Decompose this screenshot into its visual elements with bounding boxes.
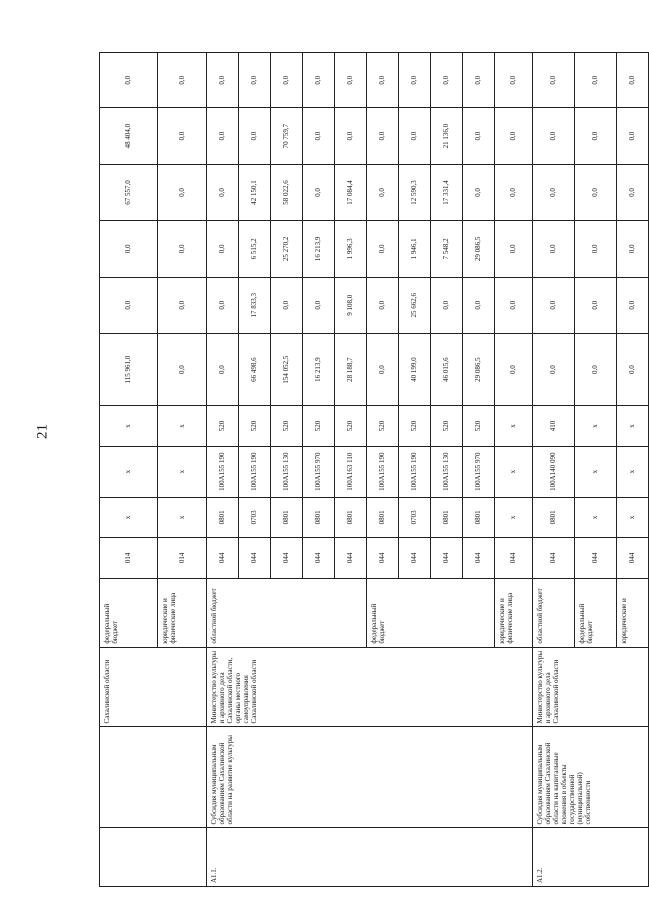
grbs-cell: 014: [100, 538, 158, 578]
value-cell: 58 022,6: [271, 164, 303, 220]
page-number: 21: [34, 424, 51, 439]
value-cell: 0,0: [495, 108, 533, 164]
value-cell: 0,0: [533, 164, 575, 220]
source-cell: юридические и физические лица: [158, 578, 207, 647]
grbs-cell: 044: [575, 538, 617, 578]
grbs-cell: 044: [303, 538, 335, 578]
value-cell: 25 270,2: [271, 221, 303, 277]
csr-cell: x: [100, 446, 158, 497]
vr-cell: x: [617, 406, 649, 446]
table-row: [533, 53, 575, 887]
vr-cell: 520: [335, 406, 367, 446]
value-cell: 25 662,6: [399, 277, 431, 333]
value-cell: 0,0: [239, 53, 271, 108]
grbs-cell: 044: [271, 538, 303, 578]
value-cell: 0,0: [207, 53, 239, 108]
rz-cell: 0801: [303, 497, 335, 537]
value-cell: 16 213,9: [303, 221, 335, 277]
vr-cell: 520: [367, 406, 399, 446]
source-cell: областной бюджет: [533, 578, 575, 647]
rz-cell: 0703: [399, 497, 431, 537]
value-cell: 66 498,6: [239, 333, 271, 405]
value-cell: 0,0: [575, 164, 617, 220]
value-cell: 0,0: [495, 333, 533, 405]
value-cell: 70 759,7: [271, 108, 303, 164]
rz-cell: x: [100, 497, 158, 537]
name-cell: Субсидия муниципальным образованиям Сахалинской области на капитальные вложения в объекты государственной (муниципальной) собственности: [533, 727, 649, 828]
grbs-cell: 044: [399, 538, 431, 578]
grbs-cell: 044: [239, 538, 271, 578]
rz-cell: x: [575, 497, 617, 537]
value-cell: 21 136,0: [431, 108, 463, 164]
value-cell: 0,0: [271, 53, 303, 108]
rz-cell: x: [158, 497, 207, 537]
vr-cell: x: [575, 406, 617, 446]
value-cell: 0,0: [303, 108, 335, 164]
value-cell: 0,0: [463, 277, 495, 333]
csr-cell: 100А163 110: [335, 446, 367, 497]
value-cell: 0,0: [575, 108, 617, 164]
value-cell: 0,0: [399, 53, 431, 108]
value-cell: 0,0: [431, 277, 463, 333]
csr-cell: 100А155 130: [431, 446, 463, 497]
executor-cell: Министерство культуры и архивного дела Сахалинской области, органы местного самоуправления Сахалинской области: [207, 647, 533, 727]
value-cell: 0,0: [533, 277, 575, 333]
value-cell: 0,0: [271, 277, 303, 333]
grbs-cell: 044: [335, 538, 367, 578]
rz-cell: 0801: [367, 497, 399, 537]
vr-cell: 520: [463, 406, 495, 446]
csr-cell: 100А155 970: [303, 446, 335, 497]
value-cell: 0,0: [533, 221, 575, 277]
value-cell: 0,0: [207, 333, 239, 405]
csr-cell: x: [617, 446, 649, 497]
value-cell: 48 404,0: [100, 108, 158, 164]
rz-cell: 0801: [207, 497, 239, 537]
executor-cell: Сахалинской области: [100, 647, 207, 727]
grbs-cell: 044: [367, 538, 399, 578]
table-row: [207, 53, 239, 887]
value-cell: 0,0: [303, 53, 335, 108]
value-cell: 0,0: [303, 164, 335, 220]
grbs-cell: 044: [533, 538, 575, 578]
value-cell: 0,0: [463, 53, 495, 108]
value-cell: 0,0: [495, 164, 533, 220]
value-cell: 0,0: [367, 221, 399, 277]
value-cell: 0,0: [158, 333, 207, 405]
source-cell: федеральный бюджет: [100, 578, 158, 647]
csr-cell: 100А140 090: [533, 446, 575, 497]
value-cell: 12 590,3: [399, 164, 431, 220]
value-cell: 0,0: [158, 164, 207, 220]
rz-cell: x: [617, 497, 649, 537]
value-cell: 0,0: [100, 277, 158, 333]
value-cell: 0,0: [463, 164, 495, 220]
csr-cell: 100А155 190: [207, 446, 239, 497]
value-cell: 29 086,5: [463, 333, 495, 405]
executor-cell: Министерство культуры и архивного дела Сахалинской области: [533, 647, 649, 727]
source-cell: федеральный бюджет: [367, 578, 495, 647]
vr-cell: x: [100, 406, 158, 446]
rz-cell: 0703: [239, 497, 271, 537]
code-cell: А1.2.: [533, 828, 649, 887]
rz-cell: 0801: [271, 497, 303, 537]
value-cell: 0,0: [158, 221, 207, 277]
value-cell: 0,0: [495, 221, 533, 277]
value-cell: 0,0: [617, 53, 649, 108]
value-cell: 9 108,0: [335, 277, 367, 333]
value-cell: 0,0: [533, 53, 575, 108]
value-cell: 154 052,5: [271, 333, 303, 405]
grbs-cell: 044: [495, 538, 533, 578]
grbs-cell: 044: [207, 538, 239, 578]
source-cell: юридические и физические лица: [495, 578, 533, 647]
value-cell: 0,0: [575, 53, 617, 108]
table-row: [100, 53, 158, 887]
csr-cell: x: [495, 446, 533, 497]
value-cell: 17 833,3: [239, 277, 271, 333]
vr-cell: x: [495, 406, 533, 446]
rz-cell: 0801: [533, 497, 575, 537]
value-cell: 0,0: [100, 53, 158, 108]
value-cell: 0,0: [431, 53, 463, 108]
value-cell: 46 015,6: [431, 333, 463, 405]
value-cell: 0,0: [575, 277, 617, 333]
value-cell: 7 548,2: [431, 221, 463, 277]
value-cell: 0,0: [533, 108, 575, 164]
vr-cell: 520: [271, 406, 303, 446]
csr-cell: 100А155 190: [367, 446, 399, 497]
code-cell: А1.1.: [207, 828, 533, 887]
source-cell: юридические и: [617, 578, 649, 647]
value-cell: 17 084,4: [335, 164, 367, 220]
csr-cell: x: [575, 446, 617, 497]
vr-cell: 410: [533, 406, 575, 446]
value-cell: 17 331,4: [431, 164, 463, 220]
value-cell: 0,0: [367, 277, 399, 333]
value-cell: 0,0: [617, 221, 649, 277]
rz-cell: 0801: [431, 497, 463, 537]
code-cell: [100, 828, 207, 887]
value-cell: 0,0: [575, 221, 617, 277]
value-cell: 0,0: [399, 108, 431, 164]
value-cell: 40 199,0: [399, 333, 431, 405]
value-cell: 1 996,3: [335, 221, 367, 277]
rz-cell: 0801: [335, 497, 367, 537]
csr-cell: x: [158, 446, 207, 497]
csr-cell: 100А155 130: [271, 446, 303, 497]
value-cell: 0,0: [335, 108, 367, 164]
value-cell: 0,0: [367, 164, 399, 220]
vr-cell: 520: [239, 406, 271, 446]
value-cell: 0,0: [207, 164, 239, 220]
value-cell: 0,0: [100, 221, 158, 277]
csr-cell: 100А155 190: [399, 446, 431, 497]
name-cell: [100, 727, 207, 828]
vr-cell: 520: [303, 406, 335, 446]
rotated-page: [99, 52, 637, 887]
value-cell: 0,0: [207, 108, 239, 164]
value-cell: 0,0: [495, 53, 533, 108]
budget-table: [99, 52, 649, 887]
value-cell: 0,0: [575, 333, 617, 405]
source-cell: областной бюджет: [207, 578, 367, 647]
value-cell: 29 086,5: [463, 221, 495, 277]
name-cell: Субсидия муниципальным образованиям Сахалинской области на развитие культуры: [207, 727, 533, 828]
value-cell: 0,0: [207, 277, 239, 333]
value-cell: 0,0: [533, 333, 575, 405]
value-cell: 0,0: [617, 277, 649, 333]
rz-cell: 0801: [463, 497, 495, 537]
csr-cell: 100А155 190: [239, 446, 271, 497]
value-cell: 0,0: [617, 333, 649, 405]
value-cell: 67 557,0: [100, 164, 158, 220]
value-cell: 0,0: [463, 108, 495, 164]
value-cell: 28 188,7: [335, 333, 367, 405]
value-cell: 0,0: [158, 108, 207, 164]
value-cell: 0,0: [158, 53, 207, 108]
grbs-cell: 044: [463, 538, 495, 578]
vr-cell: x: [158, 406, 207, 446]
value-cell: 0,0: [158, 277, 207, 333]
rz-cell: x: [495, 497, 533, 537]
value-cell: 42 150,1: [239, 164, 271, 220]
value-cell: 0,0: [207, 221, 239, 277]
value-cell: 1 946,1: [399, 221, 431, 277]
value-cell: 0,0: [495, 277, 533, 333]
value-cell: 0,0: [617, 164, 649, 220]
csr-cell: 100А155 970: [463, 446, 495, 497]
vr-cell: 520: [207, 406, 239, 446]
value-cell: 0,0: [617, 108, 649, 164]
source-cell: федеральный бюджет: [575, 578, 617, 647]
value-cell: 0,0: [367, 108, 399, 164]
grbs-cell: 044: [617, 538, 649, 578]
value-cell: 0,0: [303, 277, 335, 333]
vr-cell: 520: [431, 406, 463, 446]
value-cell: 115 961,0: [100, 333, 158, 405]
value-cell: 0,0: [367, 333, 399, 405]
value-cell: 0,0: [239, 108, 271, 164]
value-cell: 0,0: [335, 53, 367, 108]
value-cell: 16 213,9: [303, 333, 335, 405]
value-cell: 0,0: [367, 53, 399, 108]
vr-cell: 520: [399, 406, 431, 446]
grbs-cell: 014: [158, 538, 207, 578]
value-cell: 6 515,2: [239, 221, 271, 277]
grbs-cell: 044: [431, 538, 463, 578]
